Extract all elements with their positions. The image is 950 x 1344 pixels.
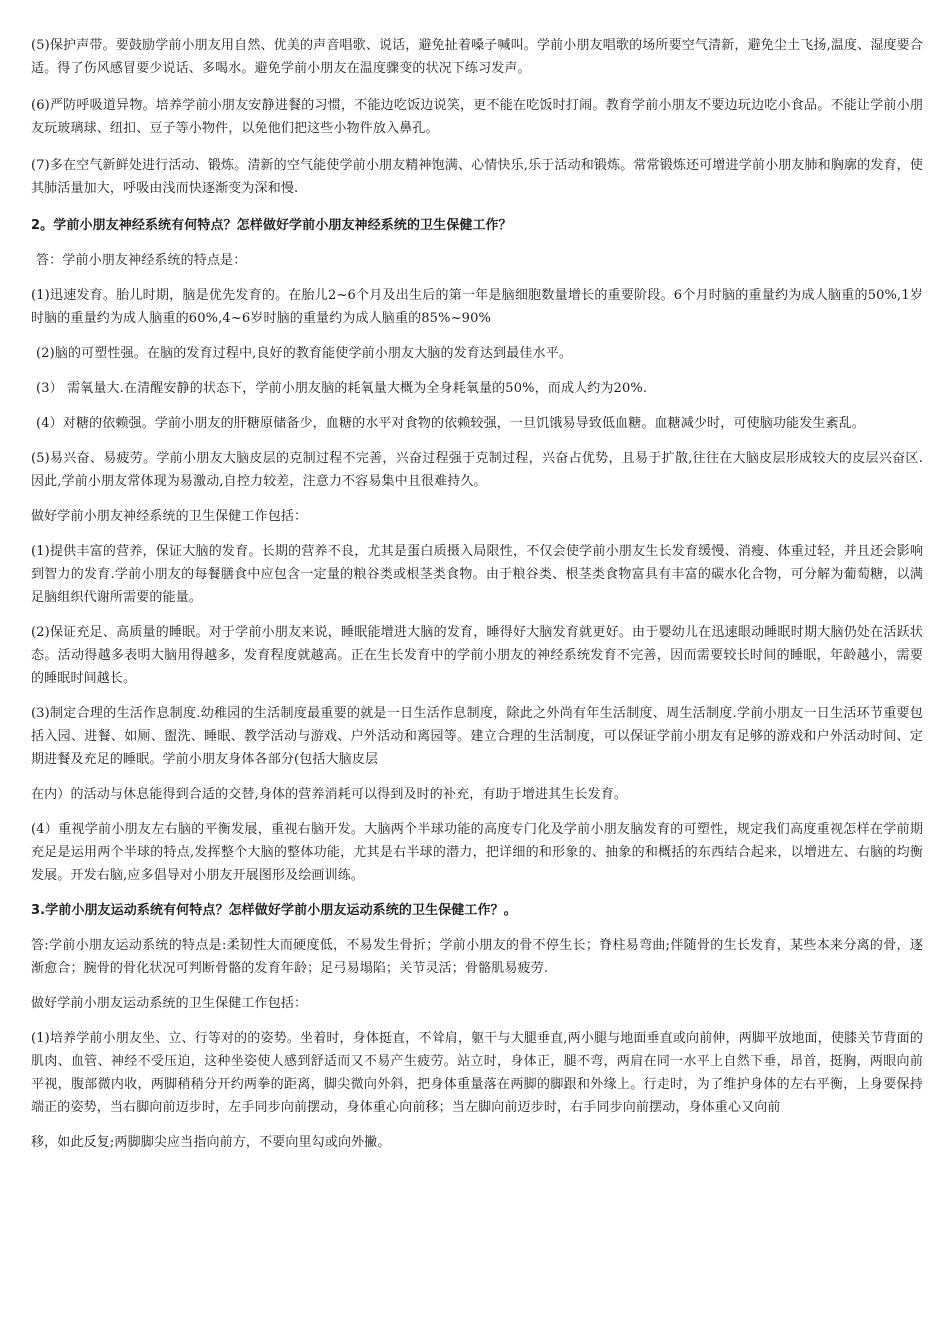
answer-motor-system-features: 答:学前小朋友运动系统的特点是:柔韧性大而硬度低，不易发生骨折；学前小朋友的骨不停生长；脊柱易弯曲;伴随骨的生长发育，某些本来分离的骨，逐渐愈合；腕骨的骨化状况可判断骨骼的发育年龄；足弓易塌陷；关节灵活；骨骼肌易疲劳. — [31, 938, 923, 976]
paragraph-daily-schedule: (3)制定合理的生活作息制度.幼稚园的生活制度最重要的就是一日生活作息制度，除此之外尚有年生活制度、周生活制度.学前小朋友一日生活环节重要包括入园、进餐、如厕、盥洗、睡眠、教学活动与游戏、户外活动和离园等。建立合理的生活制度，可以保证学前小朋友有足够的游戏和户外活动时间、定期进餐及充足的睡眠。学前小朋友身体各部分(包括大脑皮层 — [31, 706, 923, 767]
paragraph-daily-schedule-continued: 在内）的活动与休息能得到合适的交替,身体的营养消耗可以得到及时的补充，有助于增进其生长发育。 — [31, 787, 628, 802]
paragraph-motor-care-intro: 做好学前小朋友运动系统的卫生保健工作包括： — [31, 996, 308, 1011]
paragraph-sleep: (2)保证充足、高质量的睡眠。对于学前小朋友来说，睡眠能增进大脑的发育，睡得好大脑发育就更好。由于婴幼儿在迅速眼动睡眠时期大脑仍处在活跃状态。活动得越多表明大脑用得越多，发育程度就越高。正在生长发育中的学前小朋友的神经系统发育不完善，因而需要较长时间的睡眠，年龄越小，需要的睡眠时间越长。 — [31, 625, 923, 686]
paragraph-nutrition: (1)提供丰富的营养，保证大脑的发育。长期的营养不良，尤其是蛋白质摄入局限性，不仅会使学前小朋友生长发育缓慢、消瘦、体重过轻，并且还会影响到智力的发育.学前小朋友的每餐膳食中应包含一定量的粮谷类或根茎类食物。由于粮谷类、根茎类食物富具有丰富的碳水化合物，可分解为葡萄糖，以满足脑组织代谢所需要的能量。 — [31, 544, 923, 605]
paragraph-protect-vocal-cords: (5)保护声带。要鼓励学前小朋友用自然、优美的声音唱歌、说话，避免扯着嗓子喊叫。学前小朋友唱歌的场所要空气清新，避免尘土飞扬,温度、湿度要合适。得了伤风感冒要少说话、多喝水。避免学前小朋友在温度骤变的状况下练习发声。 — [31, 38, 923, 76]
paragraph-nervous-care-intro: 做好学前小朋友神经系统的卫生保健工作包括： — [31, 509, 308, 524]
paragraph-sugar-dependence: (4）对糖的依赖强。学前小朋友的肝糖原储备少，血糖的水平对食物的依赖较强，一旦饥饿易导致低血糖。血糖减少时，可使脑功能发生紊乱。 — [36, 416, 865, 431]
paragraph-posture: (1)培养学前小朋友坐、立、行等对的的姿势。坐着时，身体挺直，不耸肩，躯干与大腿垂直,两小腿与地面垂直或向前伸，两脚平放地面，使膝关节背面的肌肉、血管、神经不受压迫，这种坐姿使人感到舒适而又不易产生疲劳。站立时，身体正，腿不弯，两肩在同一水平上自然下垂，昂首，挺胸，两眼向前平视，腹部微内收，两脚稍稍分开约两拳的距离，脚尖微向外斜，把身体重量落在两脚的脚跟和外缘上。行走时，为了维护身体的左右平衡，上身要保持端正的姿势，当右脚向前迈步时，左手同步向前摆动，身体重心向前移；当左脚向前迈步时，右手同步向前摆动，身体重心又向前 — [31, 1031, 923, 1115]
paragraph-fresh-air-exercise: (7)多在空气新鲜处进行活动、锻炼。清新的空气能使学前小朋友精神饱满、心情快乐,乐于活动和锻炼。常常锻炼还可增进学前小朋友肺和胸廓的发育，使其肺活量加大，呼吸由浅而快逐渐变为深和慢. — [31, 158, 923, 196]
paragraph-brain-balance: (4）重视学前小朋友左右脑的平衡发展，重视右脑开发。大脑两个半球功能的高度专门化及学前小朋友脑发育的可塑性，规定我们高度重视怎样在学前期充足是运用两个半球的特点,发挥整个大脑的整体功能，尤其是右半球的潜力，把详细的和形象的、抽象的和概括的东西结合起来，以增进左、右脑的均衡发展。开发右脑,应多倡导对小朋友开展图形及绘画训练。 — [31, 822, 923, 883]
answer-intro-nervous-system: 答：学前小朋友神经系统的特点是： — [36, 253, 247, 268]
paragraph-airway-foreign-bodies: (6)严防呼吸道异物。培养学前小朋友安静进餐的习惯，不能边吃饭边说笑，更不能在吃饭时打闹。教育学前小朋友不要边玩边吃小食品。不能让学前小朋友玩玻璃球、纽扣、豆子等小物件，以免他们把这些小物件放入鼻孔。 — [31, 98, 923, 136]
paragraph-oxygen-demand: (3） 需氧量大.在清醒安静的状态下，学前小朋友脑的耗氧量大概为全身耗氧量的50%，而成人约为20%. — [36, 381, 648, 396]
section-heading-nervous-system: 2。学前小朋友神经系统有何特点？怎样做好学前小朋友神经系统的卫生保健工作？ — [31, 218, 512, 233]
paragraph-posture-continued: 移，如此反复;两脚脚尖应当指向前方，不要向里勾或向外撇。 — [31, 1135, 391, 1150]
paragraph-plasticity: (2)脑的可塑性强。在脑的发育过程中,良好的教育能使学前小朋友大脑的发育达到最佳水平。 — [36, 346, 572, 361]
paragraph-excitability: (5)易兴奋、易疲劳。学前小朋友大脑皮层的克制过程不完善，兴奋过程强于克制过程，兴奋占优势，且易于扩散,往往在大脑皮层形成较大的皮层兴奋区.因此,学前小朋友常体现为易激动,自控力较差，注意力不容易集中且很难持久。 — [31, 451, 923, 489]
paragraph-rapid-development: (1)迅速发育。胎儿时期，脑是优先发育的。在胎儿2~6个月及出生后的第一年是脑细胞数量增长的重要阶段。6个月时脑的重量约为成人脑重的50%,1岁时脑的重量约为成人脑重的60%,4~6岁时脑的重量约为成人脑重的85%~90% — [31, 288, 923, 326]
section-heading-motor-system: 3.学前小朋友运动系统有何特点？怎样做好学前小朋友运动系统的卫生保健工作？。 — [31, 903, 517, 918]
